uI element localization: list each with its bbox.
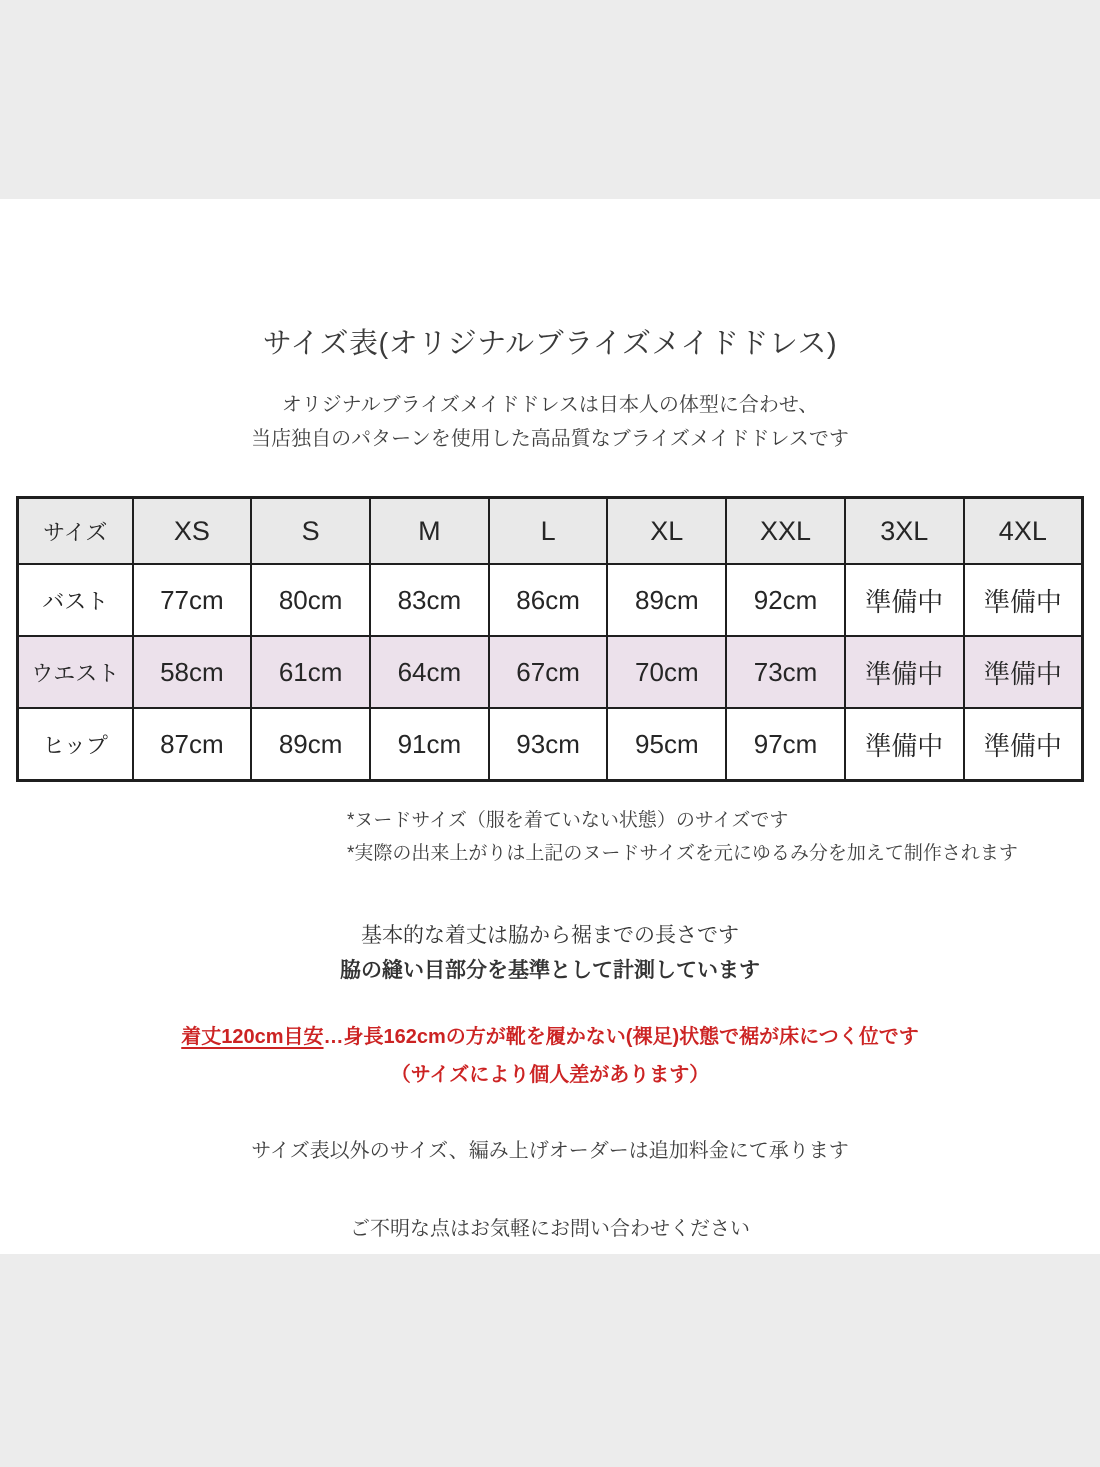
bust-xs: 77cm [133,564,252,636]
row-label-bust: バスト [18,564,133,636]
waist-xl: 70cm [607,636,726,708]
length-measurement-info [0,918,1100,988]
custom-order-note: サイズ表以外のサイズ、編み上げオーダーは追加料金にて承ります [251,1140,849,1162]
length-guide-line-2: （サイズにより個人差があります） [390,1064,710,1086]
bust-m: 83cm [370,564,489,636]
bust-s: 80cm [251,564,370,636]
waist-3xl: 準備中 [845,636,964,708]
hip-s: 89cm [251,708,370,781]
hip-3xl: 準備中 [845,708,964,781]
length-info-line-1: 基本的な着丈は脇から裾までの長さです [361,924,739,947]
length-guide-line-1 [0,1018,1100,1056]
nude-size-notes [347,804,1100,870]
waist-xs: 58cm [133,636,252,708]
note-nude-size: *ヌードサイズ（服を着ていない状態）のサイズです [347,810,789,831]
length-guide-underlined: 着丈120cm目安 [181,1026,324,1048]
bust-4xl: 準備中 [964,564,1083,636]
intro-text [0,388,1100,456]
row-label-hip: ヒップ [18,708,133,781]
header-cell-l: L [489,498,608,565]
row-label-waist: ウエスト [18,636,133,708]
top-gray-band [0,0,1100,199]
bust-xl: 89cm [607,564,726,636]
hip-m: 91cm [370,708,489,781]
waist-m: 64cm [370,636,489,708]
waist-4xl: 準備中 [964,636,1083,708]
header-cell-m: M [370,498,489,565]
header-cell-xl: XL [607,498,726,565]
hip-xs: 87cm [133,708,252,781]
waist-xxl: 73cm [726,636,845,708]
header-cell-xs: XS [133,498,252,565]
hip-l: 93cm [489,708,608,781]
waist-l: 67cm [489,636,608,708]
page-title: サイズ表(オリジナルブライズメイドドレス) [262,328,838,360]
contact-note: ご不明な点はお気軽にお問い合わせください [350,1218,750,1240]
header-cell-s: S [251,498,370,565]
header-cell-size: サイズ [18,498,133,565]
bust-l: 86cm [489,564,608,636]
length-info-line-2: 脇の縫い目部分を基準として計測しています [340,959,760,982]
bust-xxl: 92cm [726,564,845,636]
header-cell-3xl: 3XL [845,498,964,565]
table-row-hip [18,708,1083,781]
note-finished-size: *実際の出来上がりは上記のヌードサイズを元にゆるみ分を加えて制作されます [347,843,1018,864]
waist-s: 61cm [251,636,370,708]
intro-line-1: オリジナルブライズメイドドレスは日本人の体型に合わせ、 [281,394,819,416]
bust-3xl: 準備中 [845,564,964,636]
size-table-header-row [18,498,1083,565]
content-area [0,199,1100,1254]
hip-4xl: 準備中 [964,708,1083,781]
header-cell-4xl: 4XL [964,498,1083,565]
table-row-waist [18,636,1083,708]
hip-xl: 95cm [607,708,726,781]
table-row-bust [18,564,1083,636]
intro-line-2: 当店独自のパターンを使用した高品質なブライズメイドドレスです [251,428,849,450]
length-guide-notice [0,1018,1100,1094]
bottom-gray-band [0,1254,1100,1467]
header-cell-xxl: XXL [726,498,845,565]
size-table [16,496,1084,782]
hip-xxl: 97cm [726,708,845,781]
length-guide-rest: …身長162cmの方が靴を履かない(裸足)状態で裾が床につく位です [323,1026,919,1048]
